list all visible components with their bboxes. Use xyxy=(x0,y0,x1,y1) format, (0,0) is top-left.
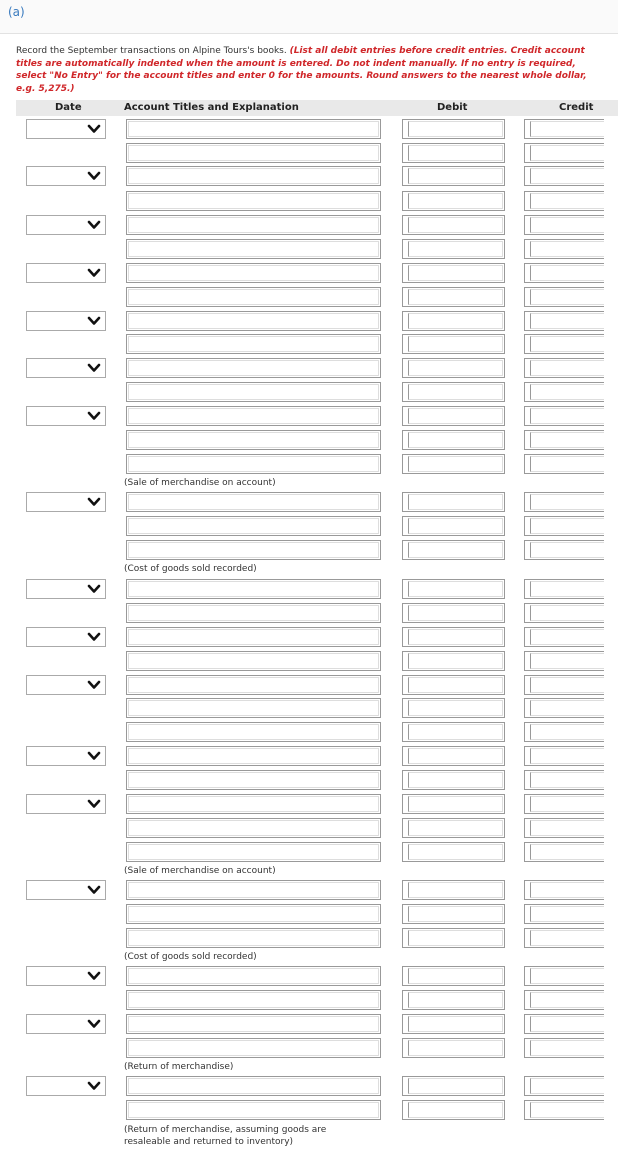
debit-amount-input[interactable] xyxy=(402,794,505,814)
debit-amount-input[interactable] xyxy=(402,928,505,948)
credit-amount-input[interactable] xyxy=(524,263,604,283)
date-select[interactable] xyxy=(26,880,106,900)
debit-amount-input[interactable] xyxy=(402,880,505,900)
account-title-input[interactable] xyxy=(126,746,381,766)
account-title-input[interactable] xyxy=(126,770,381,790)
debit-amount-input[interactable] xyxy=(402,842,505,862)
chevron-down-icon xyxy=(87,582,101,596)
date-select[interactable] xyxy=(26,492,106,512)
credit-amount-input[interactable] xyxy=(524,166,604,186)
account-title-input[interactable] xyxy=(126,358,381,378)
credit-amount-input[interactable] xyxy=(524,516,604,536)
credit-amount-input[interactable] xyxy=(524,651,604,671)
credit-amount-input[interactable] xyxy=(524,928,604,948)
debit-amount-input[interactable] xyxy=(402,698,505,718)
account-title-input[interactable] xyxy=(126,880,381,900)
account-title-input[interactable] xyxy=(126,1014,381,1034)
credit-amount-input[interactable] xyxy=(524,406,604,426)
credit-amount-input[interactable] xyxy=(524,239,604,259)
date-select[interactable] xyxy=(26,579,106,599)
credit-amount-input[interactable] xyxy=(524,627,604,647)
debit-amount-input[interactable] xyxy=(402,239,505,259)
debit-amount-input[interactable] xyxy=(402,334,505,354)
account-column-header: Account Titles and Explanation xyxy=(124,102,299,113)
account-title-input[interactable] xyxy=(126,540,381,560)
account-title-input[interactable] xyxy=(126,794,381,814)
debit-amount-input[interactable] xyxy=(402,1038,505,1058)
account-title-input[interactable] xyxy=(126,990,381,1010)
chevron-down-icon xyxy=(87,361,101,375)
debit-amount-input[interactable] xyxy=(402,651,505,671)
date-select[interactable] xyxy=(26,406,106,426)
credit-amount-input[interactable] xyxy=(524,540,604,560)
credit-amount-input[interactable] xyxy=(524,1076,604,1096)
entry-explanation: (Sale of merchandise on account) xyxy=(124,866,276,876)
chevron-down-icon xyxy=(87,969,101,983)
account-title-input[interactable] xyxy=(126,904,381,924)
debit-amount-input[interactable] xyxy=(402,430,505,450)
debit-amount-input[interactable] xyxy=(402,540,505,560)
credit-amount-input[interactable] xyxy=(524,119,604,139)
date-column-header: Date xyxy=(55,102,82,113)
account-title-input[interactable] xyxy=(126,454,381,474)
debit-amount-input[interactable] xyxy=(402,966,505,986)
account-title-input[interactable] xyxy=(126,1100,381,1120)
account-title-input[interactable] xyxy=(126,928,381,948)
debit-amount-input[interactable] xyxy=(402,579,505,599)
credit-amount-input[interactable] xyxy=(524,722,604,742)
chevron-down-icon xyxy=(87,218,101,232)
entry-explanation: (Return of merchandise, assuming goods are resaleable and returned to inventory) xyxy=(124,1125,327,1147)
date-select[interactable] xyxy=(26,263,106,283)
account-title-input[interactable] xyxy=(126,239,381,259)
debit-amount-input[interactable] xyxy=(402,166,505,186)
debit-amount-input[interactable] xyxy=(402,191,505,211)
debit-amount-input[interactable] xyxy=(402,143,505,163)
account-title-input[interactable] xyxy=(126,215,381,235)
date-select[interactable] xyxy=(26,311,106,331)
account-title-input[interactable] xyxy=(126,334,381,354)
debit-amount-input[interactable] xyxy=(402,358,505,378)
account-title-input[interactable] xyxy=(126,166,381,186)
debit-amount-input[interactable] xyxy=(402,516,505,536)
credit-amount-input[interactable] xyxy=(524,675,604,695)
credit-amount-input[interactable] xyxy=(524,454,604,474)
credit-amount-input[interactable] xyxy=(524,143,604,163)
account-title-input[interactable] xyxy=(126,492,381,512)
account-title-input[interactable] xyxy=(126,1038,381,1058)
account-title-input[interactable] xyxy=(126,1076,381,1096)
credit-amount-input[interactable] xyxy=(524,287,604,307)
credit-amount-input[interactable] xyxy=(524,382,604,402)
credit-amount-input[interactable] xyxy=(524,358,604,378)
credit-amount-input[interactable] xyxy=(524,579,604,599)
debit-column-header: Debit xyxy=(437,102,468,113)
entry-explanation: (Sale of merchandise on account) xyxy=(124,478,276,488)
credit-amount-input[interactable] xyxy=(524,603,604,623)
debit-amount-input[interactable] xyxy=(402,627,505,647)
date-select[interactable] xyxy=(26,966,106,986)
debit-amount-input[interactable] xyxy=(402,1076,505,1096)
date-select[interactable] xyxy=(26,675,106,695)
chevron-down-icon xyxy=(87,883,101,897)
debit-amount-input[interactable] xyxy=(402,287,505,307)
entry-explanation: (Return of merchandise) xyxy=(124,1062,234,1072)
credit-amount-input[interactable] xyxy=(524,880,604,900)
account-title-input[interactable] xyxy=(126,191,381,211)
chevron-down-icon xyxy=(87,749,101,763)
credit-amount-input[interactable] xyxy=(524,966,604,986)
chevron-down-icon xyxy=(87,797,101,811)
credit-amount-input[interactable] xyxy=(524,770,604,790)
account-title-input[interactable] xyxy=(126,651,381,671)
instructions-emphasis: (List all debit entries before credit entries. Credit account titles are automatically indented when the amount is entered. Do not indent manually. If no entry is required, select "No Entry" for the account titles and enter 0 for the amounts. Round answers to the nearest whole dollar, e.g. 5,275.) xyxy=(16,46,587,94)
date-select[interactable] xyxy=(26,119,106,139)
date-select[interactable] xyxy=(26,215,106,235)
account-title-input[interactable] xyxy=(126,698,381,718)
credit-amount-input[interactable] xyxy=(524,311,604,331)
credit-amount-input[interactable] xyxy=(524,990,604,1010)
debit-amount-input[interactable] xyxy=(402,382,505,402)
credit-amount-input[interactable] xyxy=(524,430,604,450)
account-title-input[interactable] xyxy=(126,603,381,623)
credit-amount-input[interactable] xyxy=(524,215,604,235)
chevron-down-icon xyxy=(87,122,101,136)
debit-amount-input[interactable] xyxy=(402,263,505,283)
date-select[interactable] xyxy=(26,166,106,186)
account-title-input[interactable] xyxy=(126,516,381,536)
credit-amount-input[interactable] xyxy=(524,904,604,924)
chevron-down-icon xyxy=(87,169,101,183)
part-label: (a) xyxy=(8,5,25,19)
account-title-input[interactable] xyxy=(126,119,381,139)
credit-amount-input[interactable] xyxy=(524,191,604,211)
credit-amount-input[interactable] xyxy=(524,818,604,838)
credit-amount-input[interactable] xyxy=(524,492,604,512)
chevron-down-icon xyxy=(87,495,101,509)
debit-amount-input[interactable] xyxy=(402,990,505,1010)
date-select[interactable] xyxy=(26,1014,106,1034)
credit-amount-input[interactable] xyxy=(524,698,604,718)
debit-amount-input[interactable] xyxy=(402,215,505,235)
account-title-input[interactable] xyxy=(126,818,381,838)
credit-column-header: Credit xyxy=(559,102,594,113)
date-select[interactable] xyxy=(26,794,106,814)
entry-explanation: (Cost of goods sold recorded) xyxy=(124,564,257,574)
debit-amount-input[interactable] xyxy=(402,746,505,766)
account-title-input[interactable] xyxy=(126,382,381,402)
account-title-input[interactable] xyxy=(126,143,381,163)
table-header xyxy=(16,100,618,116)
debit-amount-input[interactable] xyxy=(402,454,505,474)
account-title-input[interactable] xyxy=(126,311,381,331)
date-select[interactable] xyxy=(26,746,106,766)
chevron-down-icon xyxy=(87,266,101,280)
debit-amount-input[interactable] xyxy=(402,603,505,623)
debit-amount-input[interactable] xyxy=(402,818,505,838)
debit-amount-input[interactable] xyxy=(402,770,505,790)
chevron-down-icon xyxy=(87,1017,101,1031)
account-title-input[interactable] xyxy=(126,722,381,742)
chevron-down-icon xyxy=(87,1079,101,1093)
account-title-input[interactable] xyxy=(126,579,381,599)
debit-amount-input[interactable] xyxy=(402,492,505,512)
credit-amount-input[interactable] xyxy=(524,794,604,814)
account-title-input[interactable] xyxy=(126,675,381,695)
entry-explanation: (Cost of goods sold recorded) xyxy=(124,952,257,962)
account-title-input[interactable] xyxy=(126,406,381,426)
credit-amount-input[interactable] xyxy=(524,1100,604,1120)
credit-amount-input[interactable] xyxy=(524,842,604,862)
instructions xyxy=(16,45,606,95)
debit-amount-input[interactable] xyxy=(402,1100,505,1120)
chevron-down-icon xyxy=(87,630,101,644)
credit-amount-input[interactable] xyxy=(524,334,604,354)
debit-amount-input[interactable] xyxy=(402,119,505,139)
chevron-down-icon xyxy=(87,678,101,692)
part-header-bar xyxy=(0,0,618,34)
chevron-down-icon xyxy=(87,314,101,328)
date-select[interactable] xyxy=(26,1076,106,1096)
account-title-input[interactable] xyxy=(126,430,381,450)
debit-amount-input[interactable] xyxy=(402,406,505,426)
account-title-input[interactable] xyxy=(126,287,381,307)
debit-amount-input[interactable] xyxy=(402,311,505,331)
debit-amount-input[interactable] xyxy=(402,722,505,742)
account-title-input[interactable] xyxy=(126,842,381,862)
date-select[interactable] xyxy=(26,358,106,378)
account-title-input[interactable] xyxy=(126,263,381,283)
credit-amount-input[interactable] xyxy=(524,1038,604,1058)
credit-amount-input[interactable] xyxy=(524,1014,604,1034)
date-select[interactable] xyxy=(26,627,106,647)
debit-amount-input[interactable] xyxy=(402,904,505,924)
chevron-down-icon xyxy=(87,409,101,423)
account-title-input[interactable] xyxy=(126,966,381,986)
instructions-text: Record the September transactions on Alpine Tours's books. xyxy=(16,46,290,56)
credit-amount-input[interactable] xyxy=(524,746,604,766)
debit-amount-input[interactable] xyxy=(402,1014,505,1034)
account-title-input[interactable] xyxy=(126,627,381,647)
debit-amount-input[interactable] xyxy=(402,675,505,695)
